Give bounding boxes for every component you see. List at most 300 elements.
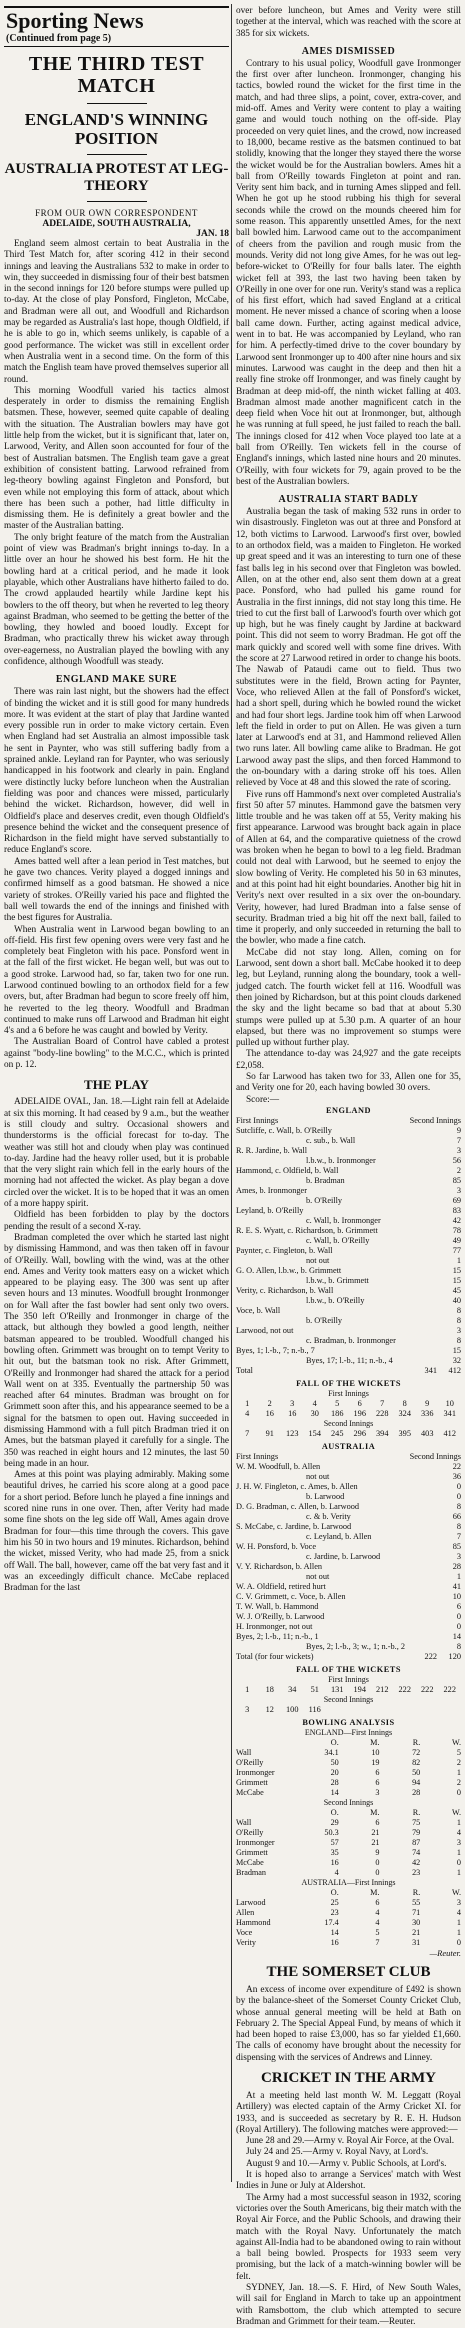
divider — [87, 201, 147, 202]
bowling-cell: O'Reilly — [236, 1827, 264, 1837]
runs-first-innings: 8 — [456, 1521, 461, 1531]
bowling-cell: 0 — [456, 1857, 461, 1867]
bowling-header-cell: O. — [330, 1807, 339, 1817]
fall-value: 196 — [353, 1408, 366, 1418]
section-title: Sporting News — [6, 8, 144, 33]
bowling-header-cell: R. — [412, 1807, 421, 1817]
batsman-first-innings: T. W. Wall, b. Hammond — [236, 1601, 319, 1611]
fall-value: 212 — [376, 1684, 389, 1694]
bowling-cell: 94 — [412, 1777, 421, 1787]
fall-value: 194 — [353, 1684, 366, 1694]
bowling-header-cell — [236, 1738, 298, 1748]
left-column — [4, 6, 229, 2182]
runs-second-innings: 8 — [456, 1641, 461, 1651]
article-body — [4, 687, 229, 1071]
runs-second-innings: 40 — [452, 1295, 461, 1305]
fall-second-label: Second Innings — [323, 1418, 374, 1428]
bowling-heading: BOWLING ANALYSIS — [302, 1717, 395, 1727]
bowling-cell: 0 — [375, 1857, 380, 1867]
bowling-row — [236, 1848, 461, 1858]
paragraph: At a meeting held last month W. M. Leggatt (Royal Artillery) was elected captain of the Army Cricket XI. for 1933, and is succeeded as secretary by R. E. H. Hudson (Royal Artillery). The following matches were approved:— — [236, 2090, 461, 2135]
batting-row-second — [236, 1176, 461, 1186]
bowling-cell: 75 — [412, 1817, 421, 1827]
batsman-first-innings: Leyland, b. O'Reilly — [236, 1205, 304, 1215]
batsman-first-innings: Sutcliffe, c. Wall, b. O'Reilly — [236, 1125, 332, 1135]
divider — [87, 154, 147, 155]
runs-second-innings: 8 — [456, 1315, 461, 1325]
batting-row-second — [236, 1572, 461, 1582]
article-body — [4, 239, 229, 668]
fall-value: 222 — [398, 1684, 411, 1694]
bowling-row — [236, 1828, 461, 1838]
bowling-cell: 14 — [330, 1927, 339, 1937]
england-batting — [236, 1126, 461, 1366]
bowling-cell: McCabe — [236, 1787, 264, 1797]
bowling-cell: 82 — [412, 1757, 421, 1767]
batsman-first-innings: Byes, 1; l.-b., 7; n.-b., 7 — [236, 1345, 315, 1355]
bowling-cell: 7 — [375, 1937, 380, 1947]
paragraph: The Australian Board of Control have cabled a protest against "body-line bowling" to the M.C.C., which is printed on p. 12. — [4, 1037, 229, 1071]
article-headline: THE THIRD TEST MATCH — [28, 53, 205, 97]
batting-row-second — [236, 1492, 461, 1502]
bowling-cell: Verity — [236, 1937, 257, 1947]
bowling-cell: Wall — [236, 1747, 252, 1757]
runs-second-innings: 7 — [456, 1135, 461, 1145]
bowling-cell: 20 — [330, 1767, 339, 1777]
article-body — [4, 1097, 229, 1594]
bowling-cell: 17.4 — [324, 1917, 339, 1927]
batting-row-second — [236, 1136, 461, 1146]
batting-row-second — [236, 1316, 461, 1326]
fall-value: 4 — [245, 1408, 250, 1418]
bowling-cell: 0 — [375, 1867, 380, 1877]
fall-value: 403 — [421, 1428, 434, 1438]
paragraph: Oldfield has been forbidden to play by the doctors pending the result of a second X-ray. — [4, 1210, 229, 1232]
bowling-cell: 1 — [456, 1917, 461, 1927]
score-label: Score:— — [246, 1094, 280, 1105]
batsman-first-innings: S. McCabe, c. Jardine, b. Larwood — [236, 1521, 352, 1531]
second-innings-label: Second Innings — [409, 1451, 461, 1461]
bowling-header-cell — [236, 1808, 298, 1818]
bowling-cell: 1 — [456, 1817, 461, 1827]
total-label: Total (for four wickets) — [236, 1651, 314, 1661]
bowling-cell: 42 — [412, 1857, 421, 1867]
runs-second-innings: 36 — [452, 1471, 461, 1481]
bowling-row — [236, 1768, 461, 1778]
bowling-row — [236, 1778, 461, 1788]
runs-second-innings: 32 — [452, 1355, 461, 1365]
batting-row-second — [236, 1196, 461, 1206]
batting-row — [236, 1266, 461, 1276]
runs-second-innings: 0 — [456, 1491, 461, 1501]
bowling-cell: 23 — [412, 1867, 421, 1877]
batting-row — [236, 1582, 461, 1592]
runs-first-innings: 28 — [452, 1561, 461, 1571]
bowling-cell: 21 — [371, 1837, 380, 1847]
batsman-second-innings: b. Bradman — [306, 1175, 345, 1185]
fall-value: 123 — [286, 1428, 299, 1438]
bowling-cell: 87 — [412, 1837, 421, 1847]
batsman-second-innings: b. O'Reilly — [306, 1195, 343, 1205]
batting-row — [236, 1306, 461, 1316]
scorecard — [236, 1106, 461, 1958]
bowling-cell: 3 — [456, 1837, 461, 1847]
bowling-cell: 29 — [330, 1817, 339, 1827]
runs-first-innings: 83 — [452, 1205, 461, 1215]
fall-value: 34 — [288, 1684, 297, 1694]
fall-first-values — [236, 1409, 461, 1419]
fall-first-label: First Innings — [328, 1674, 369, 1684]
bowling-cell: 23 — [330, 1907, 339, 1917]
bowling-cell: 2 — [456, 1757, 461, 1767]
fall-value: 18 — [265, 1684, 274, 1694]
fall-heading: FALL OF THE WICKETS — [296, 1378, 401, 1388]
fall-value: 16 — [288, 1408, 297, 1418]
bowling-cell: Wall — [236, 1817, 252, 1827]
fall-second-label: Second Innings — [323, 1694, 374, 1704]
batsman-second-innings: c. & b. Verity — [306, 1511, 351, 1521]
batsman-first-innings: W. M. Woodfull, b. Allen — [236, 1461, 321, 1471]
section-heading: AMES DISMISSED — [301, 45, 396, 57]
bowling-row — [236, 1748, 461, 1758]
fall-value: 30 — [310, 1408, 319, 1418]
bowling-table — [236, 1738, 461, 1798]
batsman-first-innings: R. R. Jardine, b. Wall — [236, 1145, 308, 1155]
bowling-cell: Hammond — [236, 1917, 271, 1927]
paragraph: It is hoped also to arrange a Services' match with West Indies in June or July at Aldershot. — [236, 2170, 461, 2192]
bowling-cell: 4 — [375, 1907, 380, 1917]
bowling-cell: 6 — [375, 1897, 380, 1907]
bowling-cell: 4 — [375, 1917, 380, 1927]
bowling-cell: O'Reilly — [236, 1757, 264, 1767]
batting-row — [236, 1632, 461, 1642]
continued-note: (Continued from page 5) — [6, 33, 112, 44]
batsman-second-innings: not out — [306, 1571, 330, 1581]
date: JAN. 18 — [196, 229, 229, 239]
bowling-cell: 1 — [456, 1927, 461, 1937]
runs-second-innings: 7 — [456, 1531, 461, 1541]
batting-row — [236, 1622, 461, 1632]
fall-value: 222 — [421, 1684, 434, 1694]
bowling-cell: 74 — [412, 1847, 421, 1857]
batting-row — [236, 1482, 461, 1492]
batsman-first-innings: V. Y. Richardson, b. Allen — [236, 1561, 323, 1571]
fall-value: 228 — [376, 1408, 389, 1418]
dateline: ADELAIDE, SOUTH AUSTRALIA, — [42, 219, 191, 229]
runs-second-innings: 3 — [456, 1551, 461, 1561]
batsman-first-innings: R. E. S. Wyatt, c. Richardson, b. Grimmett — [236, 1225, 378, 1235]
bowling-cell: 4 — [456, 1827, 461, 1837]
team-heading: ENGLAND — [326, 1105, 371, 1115]
bowling-cell: 16 — [330, 1857, 339, 1867]
batsman-second-innings: c. sub., b. Wall — [306, 1135, 356, 1145]
batsman-second-innings: not out — [306, 1255, 330, 1265]
bowling-row — [236, 1838, 461, 1848]
bowling-cell: 6 — [375, 1817, 380, 1827]
bowling-cell: 6 — [375, 1777, 380, 1787]
section-heading: THE PLAY — [84, 1077, 149, 1093]
runs-second-innings: 56 — [452, 1155, 461, 1165]
runs-second-innings: 1 — [456, 1255, 461, 1265]
fall-value: 324 — [398, 1408, 411, 1418]
batsman-first-innings: C. V. Grimmett, c. Voce, b. Allen — [236, 1591, 346, 1601]
fall-heading: FALL OF THE WICKETS — [296, 1664, 401, 1674]
runs-first-innings: 22 — [452, 1461, 461, 1471]
runs-first-innings: 3 — [456, 1145, 461, 1155]
total-first: 341 — [424, 1365, 437, 1375]
batsman-first-innings: Hammond, c. Oldfield, b. Wall — [236, 1165, 339, 1175]
runs-first-innings: 15 — [452, 1345, 461, 1355]
batting-row — [236, 1326, 461, 1336]
batting-row-second — [236, 1276, 461, 1286]
fall-value: 394 — [376, 1428, 389, 1438]
fall-value: 222 — [443, 1684, 456, 1694]
batsman-first-innings: W. H. Ponsford, b. Voce — [236, 1541, 317, 1551]
runs-first-innings: 8 — [456, 1501, 461, 1511]
bowling-cell: 9 — [375, 1847, 380, 1857]
batting-row-second — [236, 1336, 461, 1346]
runs-first-innings: 0 — [456, 1611, 461, 1621]
runs-second-innings: 42 — [452, 1215, 461, 1225]
bowling-cell: 31 — [412, 1937, 421, 1947]
runs-second-innings: 85 — [452, 1175, 461, 1185]
batting-row — [236, 1562, 461, 1572]
bowling-cell: Bradman — [236, 1867, 267, 1877]
bowling-cell: McCabe — [236, 1857, 264, 1867]
section-heading: ENGLAND MAKE SURE — [55, 674, 178, 686]
runs-first-innings: 8 — [456, 1305, 461, 1315]
fall-value: 336 — [421, 1408, 434, 1418]
batting-row — [236, 1602, 461, 1612]
bowling-row — [236, 1788, 461, 1798]
paragraph: When Australia went in Larwood began bowling to an off-field. His first few opening overs were very fast and he completely beat Fingleton with his pace. Ponsford went in at the fall of the first wicket. He began well, but was out to a good stroke. Larwood had, so far, taken two for one run. Larwood continued bowling to an orthodox field for a few overs, but, after Bradman had begun to score freely off him, he reverted to the leg theory. Woodfull and Bradman continued to make runs off Larwood and Bradman hit eight 4's and a 6 before he was caught and bowled by Verity. — [4, 924, 229, 1037]
bowling-cell: 28 — [330, 1777, 339, 1787]
bowling-cell: Ironmonger — [236, 1837, 275, 1847]
bowling-cell: 0 — [456, 1937, 461, 1947]
bowling-row — [236, 1918, 461, 1928]
bowling-cell: Larwood — [236, 1897, 266, 1907]
batting-row — [236, 1522, 461, 1532]
bowling-cell: 50.3 — [324, 1827, 339, 1837]
bowling-header-cell: R. — [412, 1737, 421, 1747]
fall-first-label: First Innings — [328, 1388, 369, 1398]
batting-row — [236, 1206, 461, 1216]
bowling-subheading: Second Innings — [323, 1797, 374, 1807]
paragraph: England seem almost certain to beat Australia in the Third Test Match for, after scoring 412 in their second innings and leaving the Australians 532 to make in order to win, they succeeded in dismissing four of their best batsmen in the second innings for 120 before stumps were pulled up to-day. At the close of play Ponsford, Fingleton, McCabe, and Bradman were all out, and Woodfull and Richardson may be regarded as Australia's last hope, though Oldfield, if he is able to go in, which seems unlikely, is capable of a good performance. The wicket was still in excellent order when Australia went in a second time. On the form of this match the English team have proved themselves superior all round. — [4, 239, 229, 385]
fall-value: 91 — [265, 1428, 274, 1438]
runs-first-innings: 6 — [456, 1601, 461, 1611]
innings-labels — [236, 1452, 461, 1462]
bowling-cell: 3 — [375, 1787, 380, 1797]
batsman-second-innings: b. Larwood — [306, 1491, 345, 1501]
paragraph: Contrary to his usual policy, Woodfull gave Ironmonger the first over after luncheon. Ironmonger, changing his tactics, bowled round the wicket for the first time in the match, and had three slips, a point, cover, extra-cover, and mid-off. Ames and Verity were content to play a waiting game and would touch nothing on the off-side. Play proceeded on very quiet lines, and the crowd, now increased to 18,000, became restive as the batsmen continued to bat stolidly, knowing that the longer they stayed there the worse the wicket would be for the Australian bowlers. Ames hit a ball from O'Reilly towards Fingleton at point and ran. Verity sent him back, and in turning Ames slipped and fell. When he got up he stood rubbing his thigh for several seconds while the crowd on the mounds cheered him for some reason. This apparently unsettled Ames, for the next ball bowled him. Larwood came out to the accompaniment of cheers from the pavilion and rough music from the mounds. Verity did not long give Ames, for he was out leg-before-wicket to O'Reilly for four balls later. The eighth wicket fell at 393, the last two having been taken by O'Reilly in one over for one run. Verity's stand was a replica of his first effort, which had saved England at a critical moment. He never missed a chance of scoring when a loose ball came down. Further, acting against medical advice, went in to bat. He was accompanied by Leyland, who ran for him. A perfectly-timed drive to the cover boundary by Larwood sent Ironmonger up to 400 after nine hours and six minutes. Larwood was caught in the deep and then hit a really fine stroke off Ironmonger, and was finely caught by Bradman at deep mid-off, the ninth wicket falling at 403. Bradman almost made another magnificent catch in the deep field when Voce hit out at Ironmonger, but, although he was running at full speed, he just failed to reach the ball. The innings closed for 412 when Voce played too late at a ball from O'Reilly. Ten wickets fell in the course of England's innings, which lasted nine hours and 20 minutes. O'Reilly, with four wickets for 79, again proved to be the best of the Australian bowlers. — [236, 58, 461, 487]
fall-value: 12 — [265, 1704, 274, 1714]
batsman-second-innings: l.b.w., b. Ironmonger — [306, 1155, 376, 1165]
bowling-row — [236, 1858, 461, 1868]
batting-row — [236, 1246, 461, 1256]
paragraph: This morning Woodfull varied his tactics almost desperately in order to dismiss the remaining English batsmen. These, however, seemed quite capable of dealing with the situation. The Australian bowlers may have got little help from the wicket, but it is significant that, later on, Larwood, Verity, and Allen soon accounted for four of the best of Australian batsmen. The English team gave a great exhibition of consistent batting. Larwood refrained from leg-theory bowling against Fingleton and Ponsford, but even while not employing this form of attack, about which there has been such a pother, had little difficulty in dismissing them. He is definitely a great bowler and the master of the Australian batting. — [4, 385, 229, 532]
bowling-cell: 57 — [330, 1837, 339, 1847]
bowling-cell: 21 — [412, 1927, 421, 1937]
bowling-cell: Grimmett — [236, 1777, 268, 1787]
fall-value: 341 — [443, 1408, 456, 1418]
runs-first-innings: 15 — [452, 1265, 461, 1275]
bowling-row — [236, 1908, 461, 1918]
fall-first-values — [236, 1685, 461, 1695]
bowling-table — [236, 1808, 461, 1878]
runs-first-innings: 0 — [456, 1481, 461, 1491]
bowling-cell: 19 — [371, 1757, 380, 1767]
bowling-cell: 25 — [330, 1897, 339, 1907]
runs-second-innings: 49 — [452, 1235, 461, 1245]
batting-row — [236, 1542, 461, 1552]
runs-first-innings: 78 — [452, 1225, 461, 1235]
masthead — [4, 6, 229, 47]
bowling-cell: 71 — [412, 1907, 421, 1917]
fall-value: 7 — [380, 1398, 385, 1408]
paragraph: McCabe did not stay long. Allen, coming on for Larwood, sent down a short ball. McCabe hooked it to deep leg, but Leyland, running along the boundary, took a well-judged catch. The fourth wicket fell at 116. Woodfull was then joined by Richardson, but at this point clouds darkened the sky and the light became so bad that at about 5.30 stumps were pulled up at 5.30 p.m. A quarter of an hour elapsed, but there was no improvement so stumps were pulled up without further play. — [236, 947, 461, 1049]
runs-first-innings: 85 — [452, 1541, 461, 1551]
batting-row-second — [236, 1642, 461, 1652]
bowling-header — [236, 1808, 461, 1818]
runs-second-innings: 69 — [452, 1195, 461, 1205]
bowling-header-cell: O. — [330, 1737, 339, 1747]
batsman-second-innings: b. O'Reilly — [306, 1315, 343, 1325]
bowling-header-cell — [236, 1888, 298, 1898]
runs-first-innings: 2 — [456, 1165, 461, 1175]
fall-value: 412 — [443, 1428, 456, 1438]
paragraph: Five runs off Hammond's next over completed Australia's first 50 after 57 minutes. Hammond gave the batsmen very little trouble and he was taken off at 55, Verity making his first appearance. Larwood was brought back again in place of Allen at 64, and the comparative quietness of the crowd was broken when he began to bowl to a leg field. Bradman could not deal with Larwood, but he seemed to enjoy the slow bowling of Verity. He completed his 50 in 63 minutes, and at this point had hit eight boundaries. Another big hit in Verity's next over resulted in a six over the on-boundary. Verity, however, had lured Bradman into a false sense of security. Bradman tried a big hit off the next ball, failed to time it properly, and only succeeded in returning the ball to the bowler, who made a fine catch. — [236, 789, 461, 947]
batsman-first-innings: D. G. Bradman, c. Allen, b. Larwood — [236, 1501, 360, 1511]
total-second: 120 — [448, 1651, 461, 1661]
batting-row-second — [236, 1236, 461, 1246]
bowling-header-cell: M. — [370, 1807, 380, 1817]
batting-row — [236, 1186, 461, 1196]
batting-row-second — [236, 1216, 461, 1226]
paragraph: Australia began the task of making 532 runs in order to win disastrously. Fingleton was out at three and Ponsford at 12, both victims to Larwood. Larwood's first over, bowled to an orthodox field, was a maiden to Fingleton. He worked up great speed and it was an interesting to turn one of these fast balls leg in his second over that Fingleton was bowled. Allen, on at the other end, also sent them down at a great pace. Ponsford, who had pulled his game round for Australia in the first innings, did not stay long this time. He tried to cut the first ball of Larwood's fourth over which got up high, but he was finely caught by Jardine at backward point. This did not seem to worry Bradman. He got off the mark quickly and scored well with some fine drives. With the score at 27 Larwood retired in order to change his boots. The Nawab of Pataudi came out to field. Thus two substitutes were in the field, Brown acting for Paynter, Voce, who relieved Allen at the fall of Ponsford's wicket, had a short spell, during which he bowled round the wicket and had four short legs. Jardine took him off when Larwood left the field in order to put on Allen. He was given a turn later at Larwood's end at 31, and Hammond relieved Allen two runs later. All bowling came alike to Bradman. He got Larwood away past the slips, and then forced Hammond to the on-boundary with a daring stroke off his toes. Allen relieved by Voce at 48 and this slowed the rate of scoring. — [236, 507, 461, 789]
fall-value: 186 — [331, 1408, 344, 1418]
bowling-cell: 50 — [412, 1767, 421, 1777]
bowling-cell: 2 — [456, 1777, 461, 1787]
runs-first-innings: 41 — [452, 1581, 461, 1591]
paragraph: Ames at this point was playing admirably. Making some beautiful drives, he carried his score along at a good pace for a short period. Before lunch he played a fine innings and scored nine runs in one over. Then, after Verity had made some fine shots on the leg side off Wall, Ames again drove Bradman for four—this time through the covers. This gave him his 50 in two hours and 19 minutes. Richardson, behind the wicket, missed Verity, who had made 25, from a snick off Wall. The ball, however, came off the bat very fast and it was an exceedingly difficult chance. McCabe replaced Bradman for the last — [4, 1470, 229, 1594]
fall-value: 1 — [245, 1684, 250, 1694]
bowling-cell: 72 — [412, 1747, 421, 1757]
paragraph: The only bright feature of the match from the Australian point of view was Bradman's bright innings to-day. In a little over an hour he showed his best form. He hit the bowling hard at a critical period, and he made it look playable, which other Australians have hitherto failed to do. The crowd applauded heartily while Jardine kept his bowlers to the off theory, but when he reverted to leg theory against Bradman, who seemed to be getting the better of the bowling, they howled and booed loudly. Except for Bradman, who practically threw his wicket away through over-eagerness, no Australian played the bowling with any confidence, although Woodfull was steady. — [4, 532, 229, 667]
fall-value: 3 — [245, 1704, 250, 1714]
bowling-cell: 21 — [371, 1827, 380, 1837]
batting-row-second — [236, 1356, 461, 1366]
article-subhead: ENGLAND'S WINNING POSITION — [24, 110, 209, 148]
fall-value: 16 — [265, 1408, 274, 1418]
bowling-header-cell: W. — [451, 1807, 461, 1817]
paragraph: ADELAIDE OVAL, Jan. 18.—Light rain fell at Adelaide at six this morning. It had ceased by 9 a.m., but the weather is still cloudy and sultry. Occasional showers and thunderstorms is the official forecast for to-day. The weather was still hot and cloudy when play was continued to-day. Jardine had the heavy roller used, but it is probable that the very slight rain which fell in the early hours of the morning had not affected the wicket. As play began a dove circled over the wicket. It is to be hoped that it was an omen of a more happy spirit. — [4, 1097, 229, 1210]
runs-second-innings: 15 — [452, 1275, 461, 1285]
bowling-cell: 16 — [330, 1937, 339, 1947]
bowling-cell: 1 — [456, 1767, 461, 1777]
fall-value: 3 — [290, 1398, 295, 1408]
byline: FROM OUR OWN CORRESPONDENT — [35, 208, 198, 218]
batsman-second-innings: l.b.w., b. O'Reilly — [306, 1295, 365, 1305]
fall-value: 10 — [445, 1398, 454, 1408]
bowling-row — [236, 1758, 461, 1768]
fall-value: 395 — [398, 1428, 411, 1438]
total-row — [236, 1652, 461, 1662]
batsman-second-innings: Byes, 17; l.-b., 11; n.-b., 4 — [306, 1355, 393, 1365]
section-heading: THE SOMERSET CLUB — [266, 1963, 431, 1980]
fall-value: 4 — [312, 1398, 317, 1408]
paragraph: June 28 and 29.—Army v. Royal Air Force, at the Oval. — [246, 2136, 455, 2147]
runs-first-innings: 0 — [456, 1621, 461, 1631]
runs-first-innings: 3 — [456, 1325, 461, 1335]
batsman-second-innings: c. Wall, b. Ironmonger — [306, 1215, 381, 1225]
bowling-cell: 50 — [330, 1757, 339, 1767]
article-subhead-2: AUSTRALIA PROTEST AT LEG-THEORY — [4, 161, 229, 194]
australia-batting — [236, 1462, 461, 1652]
paragraph: An excess of income over expenditure of £492 is shown by the balance-sheet of the Somerset County Cricket Club, whose annual general meeting will be held at Bath on February 2. The Special Appeal Fund, by means of which it had been hoped to raise £3,000, has so far yielded £1,660. The calls of economy have brought about the necessity for dispensing with the services of Andrews and Linney. — [236, 1984, 461, 2063]
bowling-cell: 3 — [456, 1897, 461, 1907]
paragraph: July 24 and 25.—Army v. Royal Navy, at Lord's. — [246, 2147, 429, 2158]
divider — [87, 103, 147, 104]
bowling-header-cell: W. — [451, 1737, 461, 1747]
bowling-row — [236, 1868, 461, 1878]
runs-first-innings: 9 — [456, 1125, 461, 1135]
bowling-cell: 5 — [456, 1747, 461, 1757]
batting-row — [236, 1146, 461, 1156]
bowling-header-cell: W. — [451, 1887, 461, 1897]
bowling-cell: 55 — [412, 1897, 421, 1907]
paragraph: Ames batted well after a lean period in Test matches, but he gave two chances. Verity played a dogged innings and confirmed himself as a good batsman. He showed a nice variety of strokes. O'Reilly varied his pace and flighted the ball well towards the end of the innings and finished with the best figures for Australia. — [4, 856, 229, 924]
fall-second-values — [236, 1429, 461, 1439]
fall-value: 116 — [308, 1704, 321, 1714]
runs-second-innings: 66 — [452, 1511, 461, 1521]
batting-row — [236, 1166, 461, 1176]
fall-value: 245 — [331, 1428, 344, 1438]
runs-first-innings: 10 — [452, 1591, 461, 1601]
batsman-second-innings: not out — [306, 1471, 330, 1481]
batting-row — [236, 1126, 461, 1136]
paragraph: August 9 and 10.—Army v. Public Schools, at Lord's. — [246, 2158, 447, 2169]
bowling-row — [236, 1818, 461, 1828]
bowling-row — [236, 1928, 461, 1938]
bowling-row — [236, 1898, 461, 1908]
fall-value: 6 — [357, 1398, 362, 1408]
bowling-cell: Allen — [236, 1907, 255, 1917]
bowling-cell: 1 — [456, 1867, 461, 1877]
bowling-cell: 35 — [330, 1847, 339, 1857]
total-row — [236, 1366, 461, 1376]
paragraph: over before luncheon, but Ames and Verity were still together at the interval, which was reached with the score at 385 for six wickets. — [236, 6, 461, 39]
batsman-second-innings: c. Leyland, b. Allen — [306, 1531, 372, 1541]
batting-row-second — [236, 1472, 461, 1482]
batsman-first-innings: Voce, b. Wall — [236, 1305, 281, 1315]
paragraph: So far Larwood has taken two for 33, Allen one for 35, and Verity one for 20, each having bowled 30 overs. — [236, 1072, 461, 1094]
fall-value: 7 — [245, 1428, 250, 1438]
runs-first-innings: 3 — [456, 1185, 461, 1195]
first-innings-label: First Innings — [236, 1451, 279, 1461]
bowling-cell: Voce — [236, 1927, 253, 1937]
batsman-second-innings: c. Bradman, b. Ironmonger — [306, 1335, 396, 1345]
batsman-first-innings: H. Ironmonger, not out — [236, 1621, 313, 1631]
bowling-header-cell: M. — [370, 1887, 380, 1897]
batsman-second-innings: Byes, 2; l.-b., 3; w., 1; n.-b., 2 — [306, 1641, 406, 1651]
batting-row-second — [236, 1156, 461, 1166]
bowling-cell: 79 — [412, 1827, 421, 1837]
bowling-cell: 4 — [456, 1907, 461, 1917]
batting-row — [236, 1592, 461, 1602]
runs-first-innings: 14 — [452, 1631, 461, 1641]
bowling-cell: Ironmonger — [236, 1767, 275, 1777]
